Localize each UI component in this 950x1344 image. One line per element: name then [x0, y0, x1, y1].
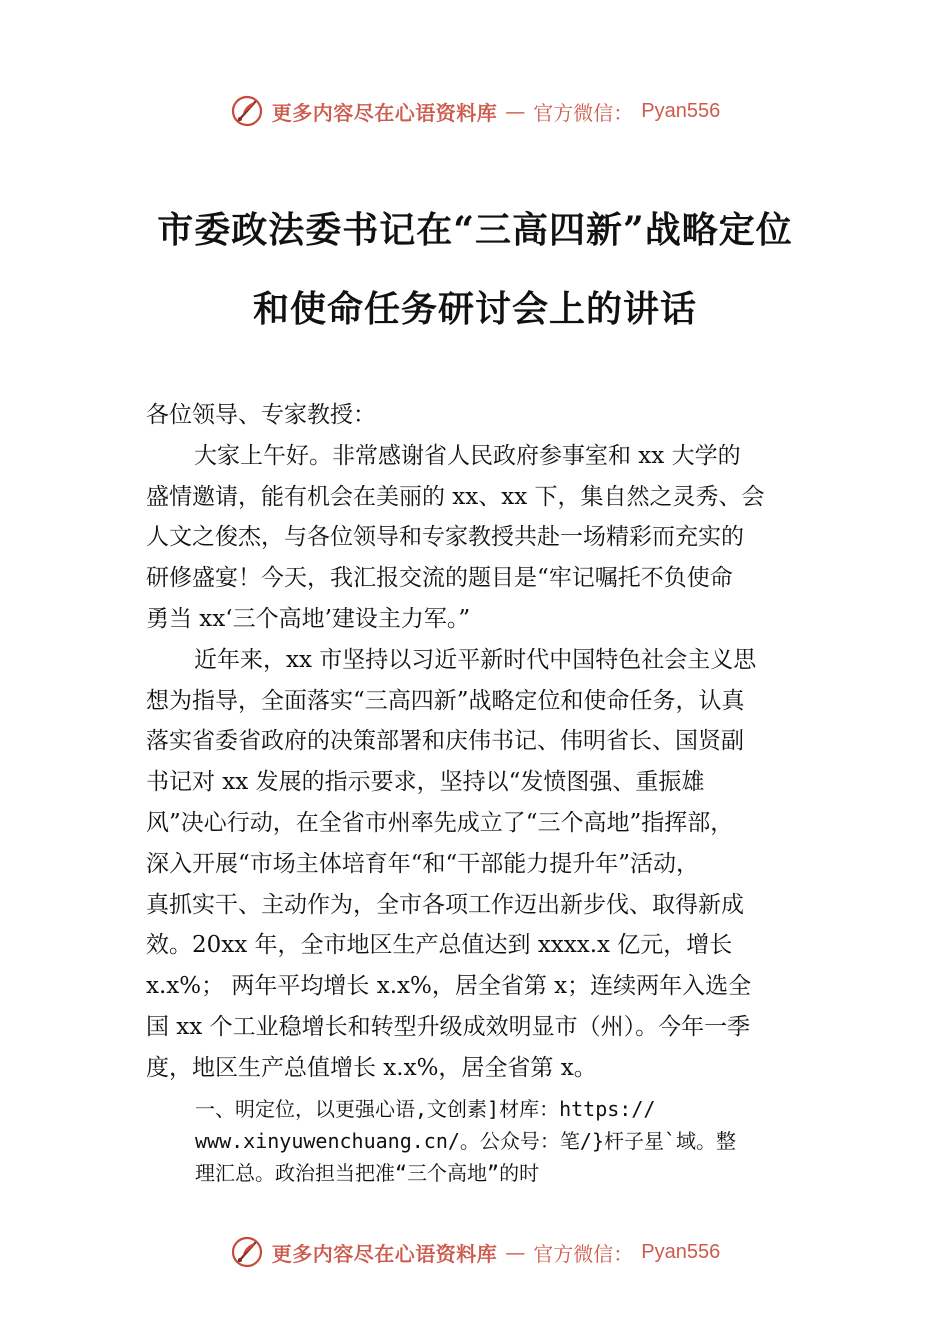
quill-pen-logo-icon	[230, 1235, 264, 1269]
section-line: www.xinyuwenchuang.cn/。公众号：笔/}杆子星`域。整	[195, 1129, 737, 1153]
paragraph-greeting	[146, 436, 826, 640]
quill-pen-logo-icon	[230, 94, 264, 128]
banner-separator: —	[505, 99, 526, 123]
paragraph-line: 效。20xx 年，全市地区生产总值达到 xxxx.x 亿元，增长	[146, 932, 733, 959]
banner-wechat-label: 官方微信：	[533, 100, 634, 125]
paragraph-line: x.x%； 两年平均增长 x.x%，居全省第 x；连续两年入选全	[146, 973, 752, 1000]
paragraph-line: 落实省委省政府的决策部署和庆伟书记、伟明省长、国贤副	[146, 728, 744, 755]
paragraph-achievements	[146, 640, 826, 1089]
paragraph-line: 人文之俊杰，与各位领导和专家教授共赴一场精彩而充实的	[146, 524, 744, 551]
section-line: 一、明定位，以更强心语,文创素]材库：https://	[195, 1097, 656, 1121]
header-banner	[0, 94, 950, 128]
paragraph-line: 国 xx 个工业稳增长和转型升级成效明显市（州）。今年一季	[146, 1013, 751, 1040]
banner-wechat-id: Pyan556	[641, 99, 721, 122]
paragraph-line: 勇当 xx‘三个高地’建设主力军。”	[146, 605, 471, 632]
section-line: 理汇总。政治担当把准“三个高地”的时	[195, 1161, 540, 1185]
banner-wechat-label: 官方微信：	[533, 1241, 634, 1266]
banner-wechat-id: Pyan556	[641, 1240, 721, 1263]
paragraph-line: 真抓实干、主动作为，全市各项工作迈出新步伐、取得新成	[146, 891, 744, 918]
paragraph-line: 想为指导，全面落实“三高四新”战略定位和使命任务，认真	[146, 687, 745, 714]
paragraph-line: 近年来，xx 市坚持以习近平新时代中国特色社会主义思	[194, 646, 757, 673]
salutation: 各位领导、专家教授：	[146, 402, 376, 428]
footer-banner	[0, 1235, 950, 1269]
banner-text: 更多内容尽在心语资料库	[271, 100, 498, 125]
paragraph-line: 大家上午好。非常感谢省人民政府参事室和 xx 大学的	[194, 442, 741, 469]
paragraph-line: 盛情邀请，能有机会在美丽的 xx、xx 下，集自然之灵秀、会	[146, 483, 765, 510]
banner-separator: —	[505, 1240, 526, 1264]
paragraph-line: 度，地区生产总值增长 x.x%，居全省第 x。	[146, 1054, 597, 1081]
document-title-line-2: 和使命任务研讨会上的讲话	[252, 288, 697, 330]
document-body	[146, 395, 826, 1089]
paragraph-line: 深入开展“市场主体培育年“和“干部能力提升年”活动，	[146, 850, 700, 877]
paragraph-line: 研修盛宴！今天，我汇报交流的题目是“牢记嘱托不负使命	[146, 565, 733, 592]
section-one-heading	[195, 1093, 835, 1189]
paragraph-line: 书记对 xx 发展的指示要求，坚持以“发愤图强、重振雄	[146, 769, 705, 796]
banner-text: 更多内容尽在心语资料库	[271, 1241, 498, 1266]
document-title-line-1: 市委政法委书记在“三高四新”战略定位	[157, 209, 793, 251]
paragraph-line: 风”决心行动，在全省市州率先成立了“三个高地”指挥部，	[146, 809, 734, 836]
